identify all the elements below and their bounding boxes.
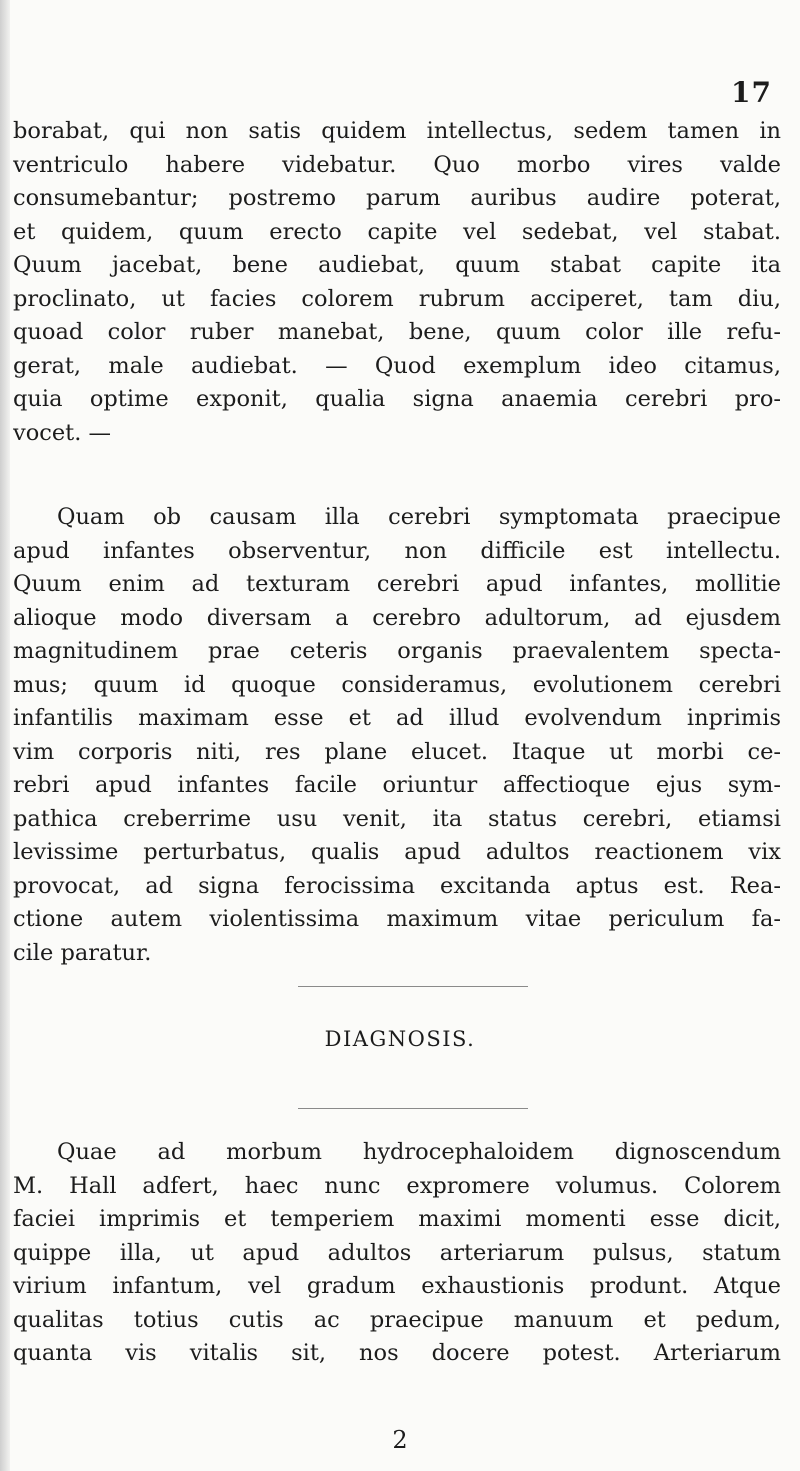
text-line: levissime perturbatus, qualis apud adultos reactionem vix bbox=[13, 839, 781, 865]
text-line: alioque modo diversam a cerebro adultorum, ad ejusdem bbox=[13, 604, 781, 631]
text-line: ctione autem violentissima maximum vitae periculum fa- bbox=[13, 906, 781, 932]
paragraph-1 bbox=[13, 115, 781, 450]
text-line: quoad color ruber manebat, bene, quum color ille refu- bbox=[13, 319, 781, 345]
text-line: rebri apud infantes facile oriuntur affectioque ejus sym- bbox=[13, 772, 781, 798]
paragraph-3 bbox=[13, 1136, 781, 1371]
page-binding-edge bbox=[0, 0, 10, 1471]
text-line: infantilis maximam esse et ad illud evolvendum inprimis bbox=[13, 705, 781, 731]
text-line: Quum enim ad texturam cerebri apud infantes, mollitie bbox=[13, 571, 781, 597]
text-line: quippe illa, ut apud adultos arteriarum pulsus, statum bbox=[13, 1239, 781, 1266]
text-line: magnitudinem prae ceteris organis praevalentem specta- bbox=[13, 638, 781, 664]
text-line: quanta vis vitalis sit, nos docere potest. Arteriarum bbox=[13, 1340, 781, 1366]
text-line: ventriculo habere videbatur. Quo morbo vires valde bbox=[13, 151, 781, 178]
text-line: provocat, ad signa ferocissima excitanda aptus est. Rea- bbox=[13, 872, 781, 899]
text-line: mus; quum id quoque consideramus, evolutionem cerebri bbox=[13, 671, 781, 698]
text-line: consumebantur; postremo parum auribus audire poterat, bbox=[13, 185, 781, 211]
section-rule-top bbox=[298, 986, 528, 987]
text-line: quia optime exponit, qualia signa anaemia cerebri pro- bbox=[13, 386, 781, 412]
text-line: M. Hall adfert, haec nunc expromere volumus. Colorem bbox=[13, 1172, 781, 1199]
text-line: apud infantes observentur, non difficile est intellectu. bbox=[13, 537, 781, 564]
text-line: Quam ob causam illa cerebri symptomata praecipue bbox=[57, 504, 781, 530]
text-line: et quidem, quum erecto capite vel sedebat, vel stabat. bbox=[13, 218, 781, 245]
text-line: Quum jacebat, bene audiebat, quum stabat capite ita bbox=[13, 252, 781, 278]
page-number: 17 bbox=[731, 76, 772, 109]
text-line: vim corporis niti, res plane elucet. Itaque ut morbi ce- bbox=[13, 738, 781, 765]
text-line: cile paratur. bbox=[13, 939, 152, 966]
section-rule-bottom bbox=[298, 1108, 528, 1109]
text-line: faciei imprimis et temperiem maximi momenti esse dicit, bbox=[13, 1206, 781, 1232]
text-line: qualitas totius cutis ac praecipue manuum et pedum, bbox=[13, 1306, 781, 1333]
signature-mark: 2 bbox=[392, 1426, 408, 1454]
text-line: pathica creberrime usu venit, ita status cerebri, etiamsi bbox=[13, 805, 781, 832]
text-line: gerat, male audiebat. — Quod exemplum ideo citamus, bbox=[13, 352, 781, 379]
text-line: borabat, qui non satis quidem intellectus, sedem tamen in bbox=[13, 118, 781, 144]
text-line: proclinato, ut facies colorem rubrum acciperet, tam diu, bbox=[13, 285, 781, 312]
section-heading: DIAGNOSIS. bbox=[324, 1027, 476, 1051]
text-line: vocet. — bbox=[13, 419, 112, 446]
paragraph-2 bbox=[13, 501, 781, 970]
text-line: Quae ad morbum hydrocephaloidem dignoscendum bbox=[57, 1139, 781, 1165]
text-line: virium infantum, vel gradum exhaustionis produnt. Atque bbox=[13, 1273, 781, 1299]
